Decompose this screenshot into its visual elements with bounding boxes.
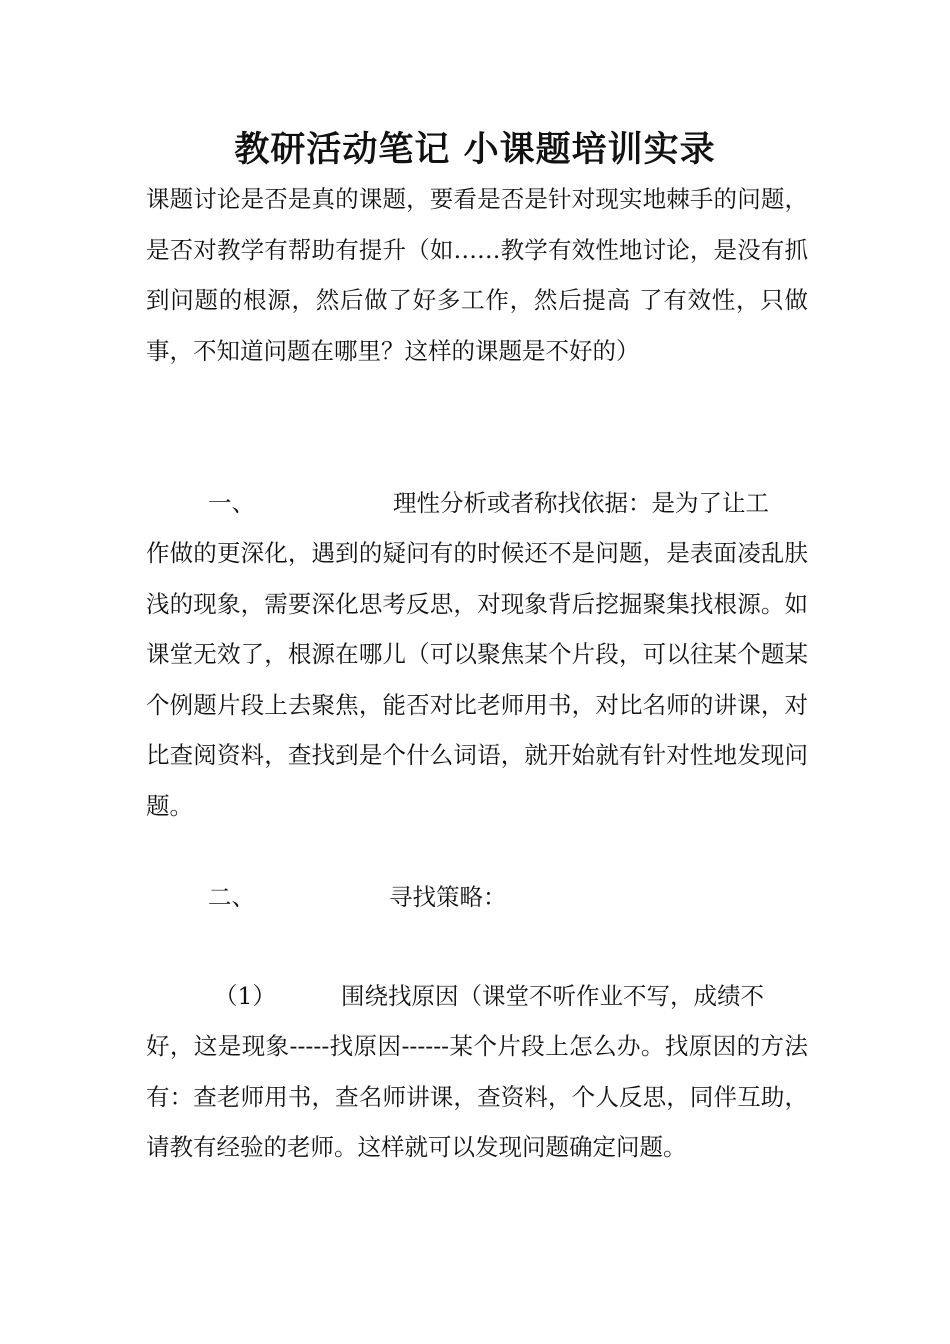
section2-number: 二、 xyxy=(208,883,255,911)
document-title: 教研活动笔记 小课题培训实录 xyxy=(234,130,716,170)
section1-lead: 理性分析或者称找依据：是为了让工 xyxy=(393,489,769,517)
section1-body: 作做的更深化，遇到的疑问有的时候还不是问题，是表面凌乱肤浅的现象，需要深化思考反思，对现象背后挖掘聚集找根源。如课堂无效了，根源在哪儿（可以聚焦某个片段，可以往某个题某个例题片段上去聚焦，能否对比老师用书，对比名师的讲课，对比查阅资料，查找到是个什么词语，就开始就有针对性地发现问题。 xyxy=(146,539,808,820)
item1-number: （1） xyxy=(214,982,276,1010)
item1-body: 好，这是现象-----找原因------某个片段上怎么办。找原因的方法有：查老师用书，查名师讲课，查资料，个人反思，同伴互助，请教有经验的老师。这样就可以发现问题确定问题。 xyxy=(146,1032,808,1161)
section2-lead: 寻找策略： xyxy=(389,883,507,911)
item1-lead: 围绕找原因（课堂不听作业不写，成绩不 xyxy=(341,982,764,1010)
section1-number: 一、 xyxy=(208,489,255,517)
intro-paragraph: 课题讨论是否是真的课题，要看是否是针对现实地棘手的问题，是否对教学有帮助有提升（如……教学有效性地讨论，是没有抓到问题的根源，然后做了好多工作，然后提高 了有效性，只做事，不知道问题在哪里？这样的课题是不好的） xyxy=(146,185,808,365)
